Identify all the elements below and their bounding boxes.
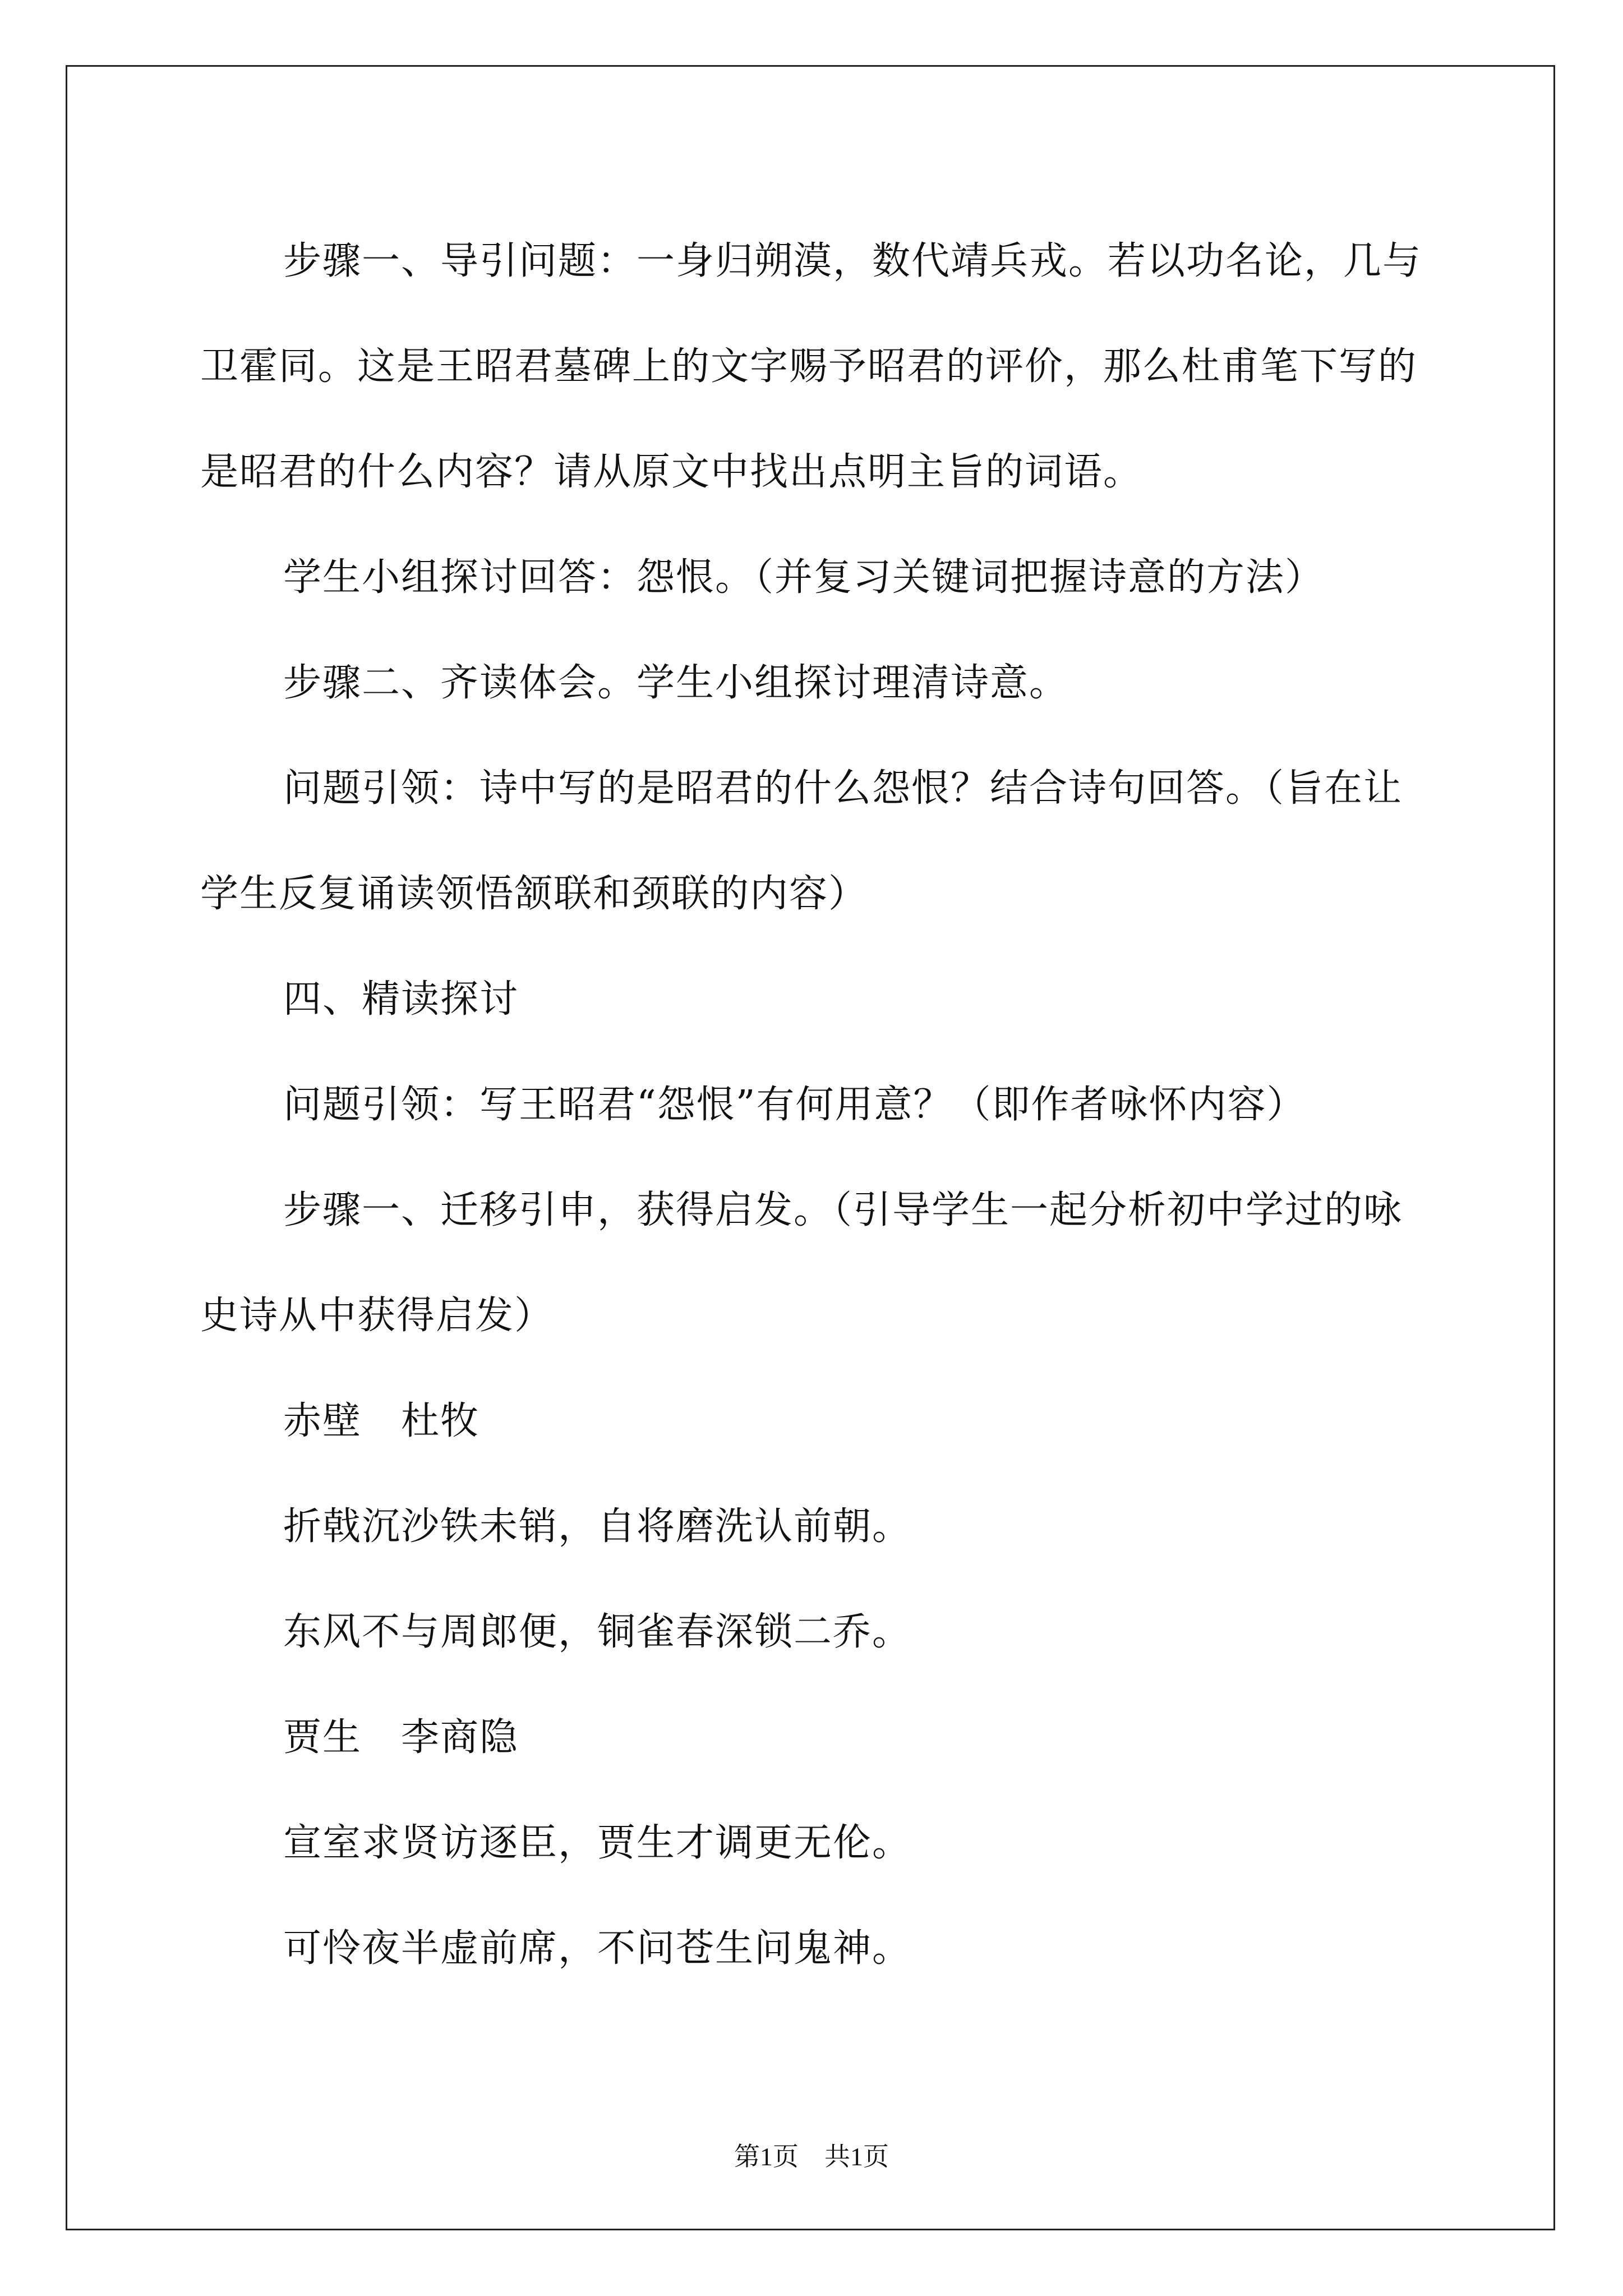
paragraph-question-intent: 问题引领：写王昭君“怨恨”有何用意？（即作者咏怀内容）: [283, 1083, 1306, 1127]
paragraph-step-one-transfer: 步骤一、迁移引申，获得启发。（引导学生一起分析初中学过的咏史诗从中获得启发）: [200, 1188, 1403, 1338]
paragraph-step-one-intro: 步骤一、导引问题：一身归朔漠，数代靖兵戎。若以功名论，几与卫霍同。这是王昭君墓碑上的文字赐予昭君的评价，那么杜甫笔下写的是昭君的什么内容？请从原文中找出点明主旨的词语。: [200, 239, 1422, 494]
paragraph-step-two: 步骤二、齐读体会。学生小组探讨理清诗意。: [283, 661, 1069, 705]
poem-line: 宣室求贤访逐臣，贾生才调更无伦。: [283, 1821, 912, 1865]
poem-line: 折戟沉沙铁未销，自将磨洗认前朝。: [283, 1504, 912, 1549]
paragraph-question-lead: 问题引领：诗中写的是昭君的什么怨恨？结合诗句回答。（旨在让学生反复诵读领悟颔联和颈联的内容）: [200, 766, 1403, 916]
poem-line: 可怜夜半虚前席，不问苍生问鬼神。: [283, 1926, 912, 1971]
page-number-footer: 第1页 共1页: [734, 2142, 889, 2171]
poem-title-jiasheng: 贾生 李商隐: [283, 1715, 519, 1760]
document-body: [200, 209, 1428, 2001]
poem-line: 东风不与周郎便，铜雀春深锁二乔。: [283, 1610, 912, 1654]
poem-title-chibi: 赤壁 杜牧: [283, 1399, 480, 1443]
paragraph-group-answer: 学生小组探讨回答：怨恨。（并复习关键词把握诗意的方法）: [283, 555, 1325, 600]
section-heading-close-reading: 四、精读探讨: [283, 977, 519, 1022]
